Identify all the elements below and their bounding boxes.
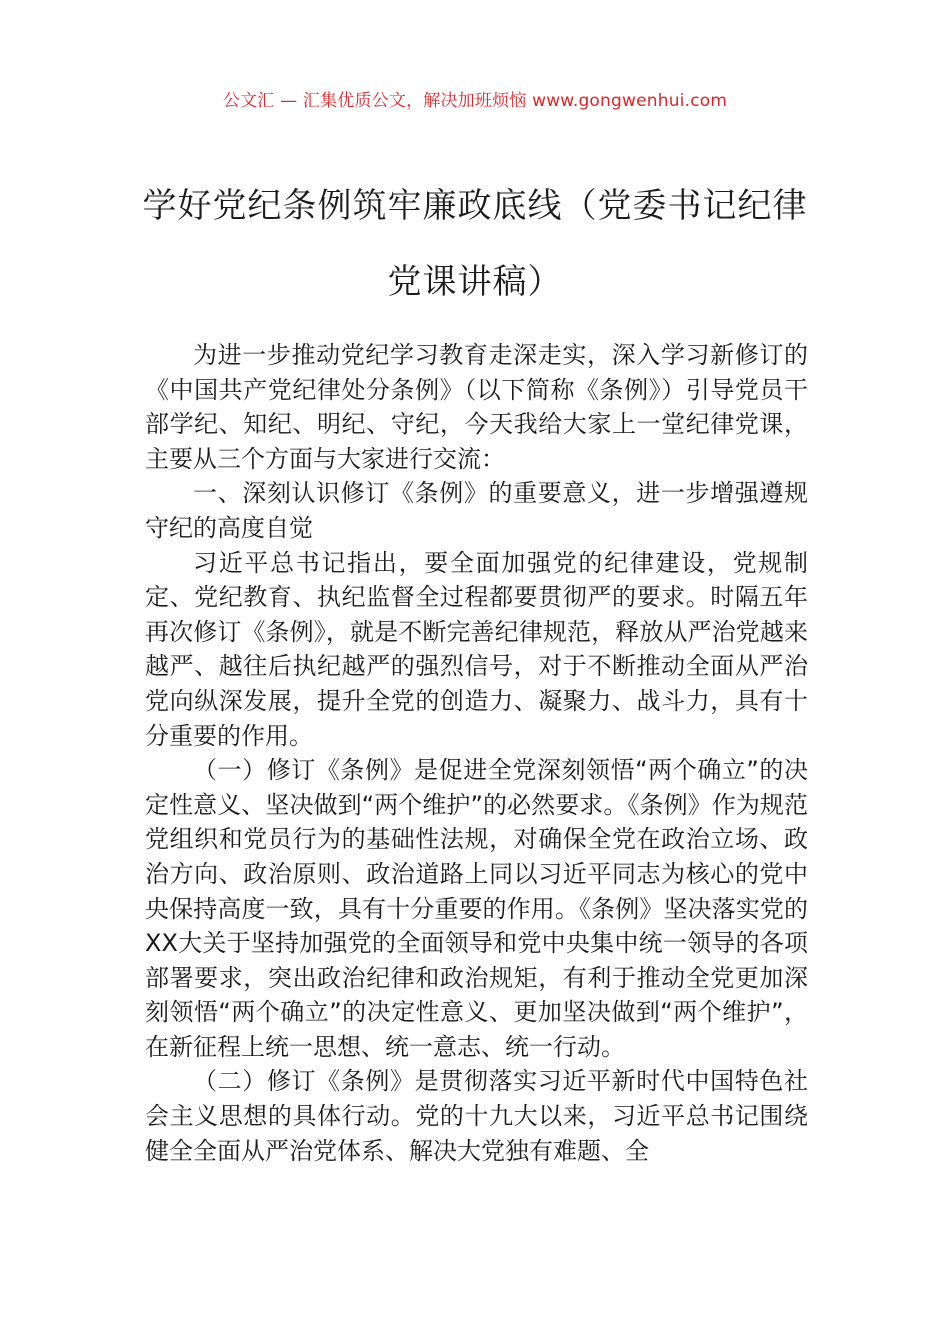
document-title: 学好党纪条例筑牢廉政底线（党委书记纪律党课讲稿） (142, 186, 808, 302)
paragraph: 习近平总书记指出，要全面加强党的纪律建设，党规制定、党纪教育、执纪监督全过程都要贯彻严的要求。时隔五年再次修订《条例》，就是不断完善纪律规范，释放从严治党越来越严、越往后执纪越严的强烈信号，对于不断推动全面从严治党向纵深发展，提升全党的创造力、凝聚力、战斗力，具有十分重要的作用。 (145, 548, 808, 750)
header-divider (112, 125, 838, 126)
paragraph: （一）修订《条例》是促进全党深刻领悟“两个确立”的决定性意义、坚决做到“两个维护”的必然要求。《条例》作为规范党组织和党员行为的基础性法规，对确保全党在政治立场、政治方向、政治原则、政治道路上同以习近平同志为核心的党中央保持高度一致，具有十分重要的作用。《条例》坚决落实党的XX大关于坚持加强党的全面领导和党中央集中统一领导的各项部署要求，突出政治纪律和政治规矩，有利于推动全党更加深刻领悟“两个确立”的决定性意义、更加坚决做到“两个维护”，在新征程上统一思想、统一意志、统一行动。 (145, 756, 808, 1061)
document-body (145, 338, 808, 1168)
paragraph-intro: 为进一步推动党纪学习教育走深走实，深入学习新修订的《中国共产党纪律处分条例》（以下简称《条例》）引导党员干部学纪、知纪、明纪、守纪，今天我给大家上一堂纪律党课，主要从三个方面与大家进行交流： (145, 341, 808, 473)
paragraph: （二）修订《条例》是贯彻落实习近平新时代中国特色社会主义思想的具体行动。党的十九大以来，习近平总书记围绕健全全面从严治党体系、解决大党独有难题、全 (145, 1067, 808, 1165)
section-heading-1: 一、深刻认识修订《条例》的重要意义，进一步增强遵规守纪的高度自觉 (145, 479, 808, 542)
watermark-header: 公文汇 — 汇集优质公文，解决加班烦恼 www.gongwenhui.com (222, 91, 728, 111)
